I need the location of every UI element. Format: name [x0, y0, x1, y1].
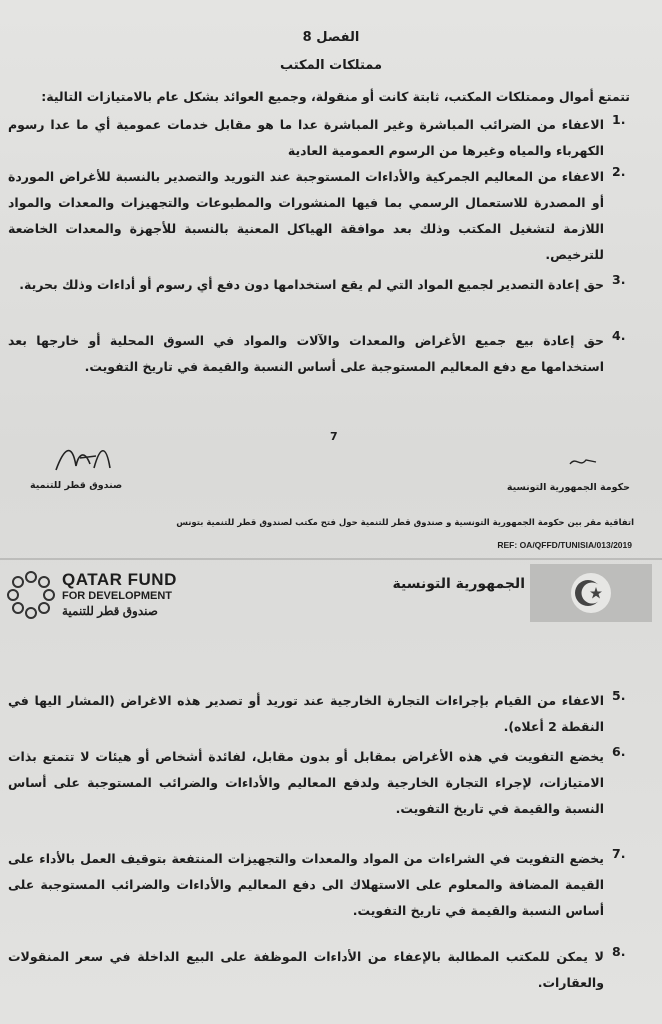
agreement-line: اتفاقية مقر بين حكومة الجمهورية التونسية و صندوق قطر للتنمية حول فتح مكتب لصندوق قطر للتنمية بتونس — [176, 518, 634, 528]
footer-left-label: صندوق قطر للتنمية — [30, 480, 123, 491]
item-text: يخضع التفويت في هذه الأغراض بمقابل أو بدون مقابل، لفائدة أشخاص أو هيئات لا تتمتع بذات الامتيازات، لإجراء التجارة الخارجية ولدفع المعاليم والأداءات والضرائب المستوجبة على أساس النسبة والقيمة في تاريخ التفويت. — [8, 749, 604, 816]
logo-line3: صندوق قطر للتنمية — [62, 604, 158, 618]
signature-right — [568, 454, 598, 470]
qffd-logo-icon — [4, 568, 58, 622]
item-number: 7. — [612, 846, 626, 861]
item-text: حق إعادة بيع جميع الأغراض والمعدات والآلات والمواد في السوق المحلية أو خارجها بعد استخدامها مع دفع المعاليم المستوجبة على أساس النسبة والقيمة في تاريخ التفويت. — [8, 333, 604, 374]
footer-right-label: حكومة الجمهورية التونسية — [506, 482, 630, 493]
logo-line1: QATAR FUND — [62, 570, 177, 589]
tunisia-crescent-icon — [530, 564, 652, 622]
item-text: لا يمكن للمكتب المطالبة بالإعفاء من الأداءات الموظفة على البيع الداخلة في سعر المنقولات والعقارات. — [8, 949, 604, 990]
page-number: 7 — [330, 430, 338, 443]
tunisia-flag-box — [530, 564, 652, 622]
page2-top — [0, 560, 662, 561]
item-number: 6. — [612, 744, 626, 759]
item-text: حق إعادة التصدير لجميع المواد التي لم يقع استخدامها دون دفع أي رسوم أو أداءات وذلك بحرية. — [19, 277, 604, 292]
item-text: يخضع التفويت في الشراءات من المواد والمعدات والتجهيزات المنتفعة بتوقيف العمل بالأداء على القيمة المضافة والمعلوم على الاستهلاك الى دفع المعاليم والأداءات والضرائب المستوجبة على أساس النسبة والقيمة في تاريخ التفويت. — [8, 851, 604, 918]
reference-code: REF: OA/QFFD/TUNISIA/013/2019 — [497, 540, 632, 550]
logo-line2: FOR DEVELOPMENT — [62, 590, 173, 602]
item-number: 4. — [612, 328, 626, 343]
item-text: الاعفاء من الضرائب المباشرة وغير المباشرة عدا ما هو مقابل خدمات عمومية أي ما عدا رسوم الكهرباء والمياه وغيرها من الرسوم العمومية العادية — [8, 117, 604, 158]
item-number: 1. — [612, 112, 626, 127]
item-text: الاعفاء من القيام بإجراءات التجارة الخارجية عند توريد أو تصدير هذه الاغراض (المشار اليها في النقطة 2 أعلاه). — [8, 693, 604, 734]
item-text: الاعفاء من المعاليم الجمركية والأداءات المستوجبة عند التوريد والتصدير بالنسبة للأغراض الموردة أو المصدرة للاستعمال الرسمي بما فيها المنشورات والمطبوعات والتجهيزات والمعدات والمواد اللازمة لتشغيل المكتب وذلك بعد موافقة الهياكل المعنية بالنسبة للأجهزة والمعدات الخاضعة للترخيص. — [8, 169, 604, 262]
item-number: 8. — [612, 944, 626, 959]
chapter-title: ممتلكات المكتب — [279, 58, 383, 73]
republic-header: الجمهورية التونسية — [392, 576, 525, 592]
intro-paragraph: تتمتع أموال وممتلكات المكتب، ثابتة كانت أو منقولة، وجميع العوائد بشكل عام بالامتيازات التالية: — [41, 89, 630, 104]
chapter-heading: الفصل 8 — [302, 30, 360, 45]
signature-left — [50, 438, 120, 478]
item-number: 5. — [612, 688, 626, 703]
item-number: 3. — [612, 272, 626, 287]
item-number: 2. — [612, 164, 626, 179]
